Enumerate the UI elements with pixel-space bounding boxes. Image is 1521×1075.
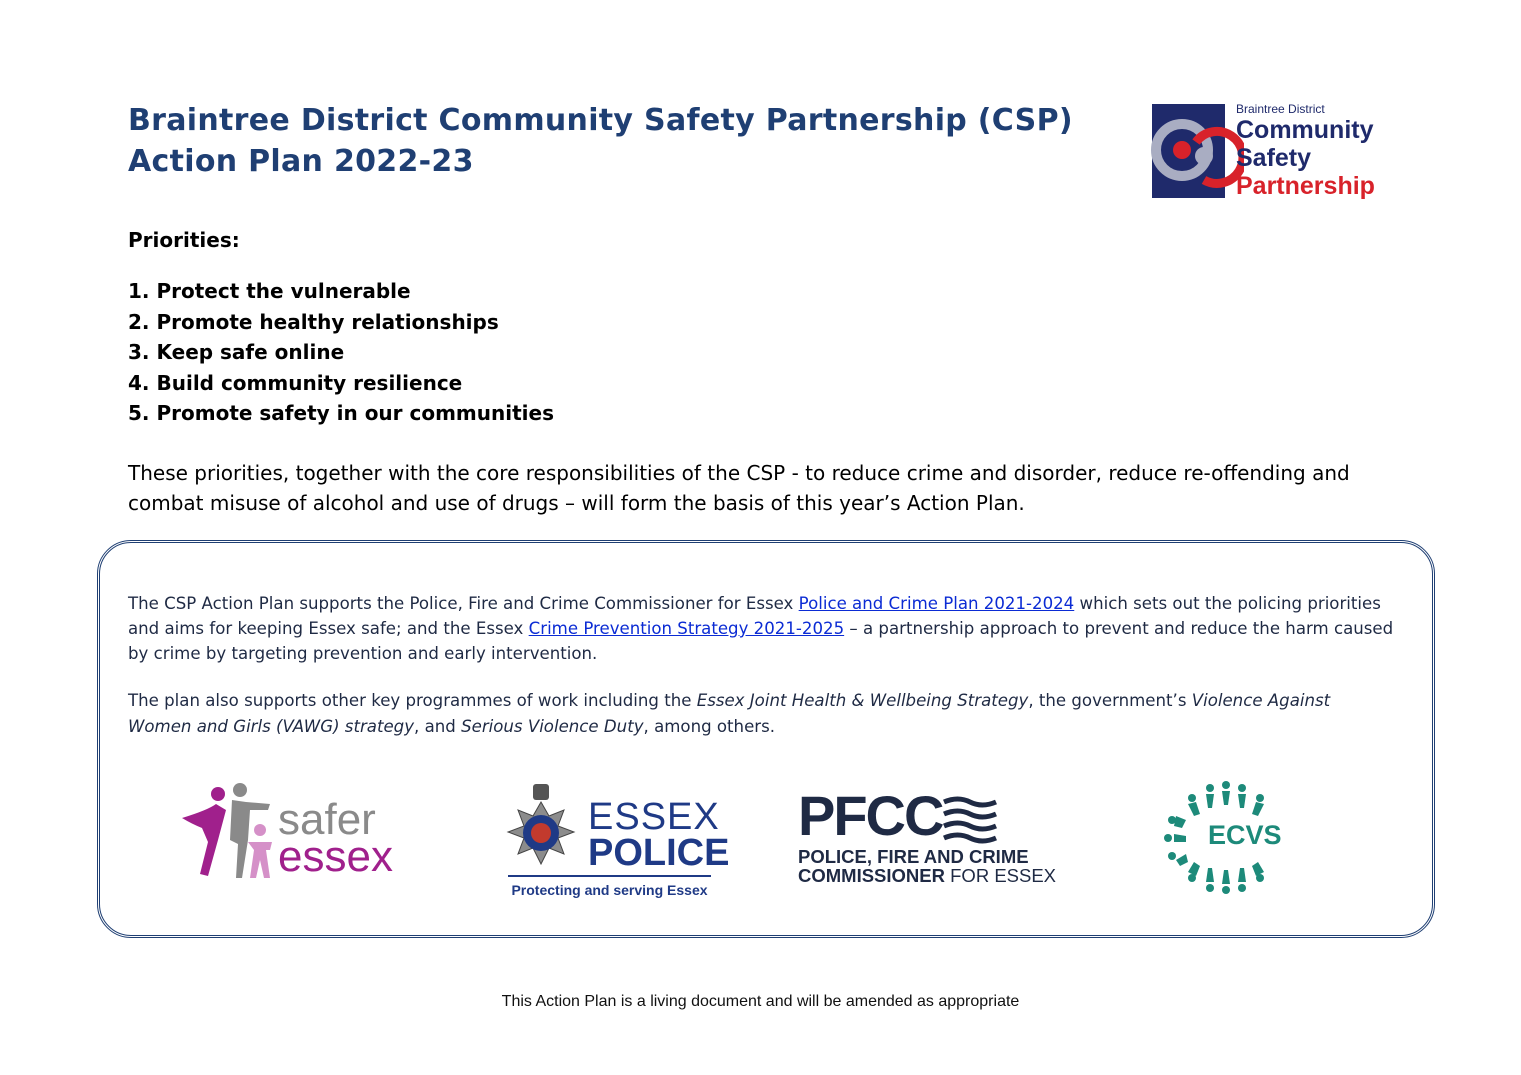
strategy-name: Serious Violence Duty xyxy=(461,717,644,736)
title-line-1: Braintree District Community Safety Partnership (CSP) xyxy=(128,103,1073,138)
box-text: The CSP Action Plan supports the Police, Fire and Crime Commissioner for Essex xyxy=(128,594,799,613)
csp-logo xyxy=(1152,102,1392,204)
priority-item: 2. Promote healthy relationships xyxy=(128,309,499,334)
priorities-heading: Priorities: xyxy=(128,228,240,252)
essex-police-line2: POLICE xyxy=(588,832,730,874)
box-text: The plan also supports other key programmes of work including the xyxy=(128,691,697,710)
csp-logo-community: Community xyxy=(1236,116,1374,144)
safer-essex-word-essex: essex xyxy=(278,832,393,881)
essex-police-tagline: Protecting and serving Essex xyxy=(511,882,708,898)
csp-logo-district: Braintree District xyxy=(1236,102,1325,116)
box-text: which sets out the policing priorities and aims for keeping Essex safe; and the Essex xyxy=(128,594,1381,638)
priority-item: 4. Build community resilience xyxy=(128,370,463,395)
safer-essex-word-safer: safer xyxy=(278,795,376,844)
csp-logo-safety: Safety xyxy=(1236,144,1312,172)
priorities-list xyxy=(128,276,554,429)
ecvs-logo xyxy=(1162,780,1292,895)
ecvs-text: ECVS xyxy=(1208,820,1282,850)
footer-note: This Action Plan is a living document and will be amended as appropriate xyxy=(501,993,1020,1010)
crime-prevention-strategy-link[interactable]: Crime Prevention Strategy 2021-2025 xyxy=(528,619,845,638)
safer-essex-logo xyxy=(178,780,413,885)
box-paragraph-1 xyxy=(128,591,1398,666)
strategy-name: Violence Against Women and Girls (VAWG) strategy xyxy=(128,691,1331,736)
page-title xyxy=(128,100,1073,182)
strategy-name: Essex Joint Health & Wellbeing Strategy xyxy=(696,691,1029,710)
pfcc-line1: POLICE, FIRE AND CRIME xyxy=(798,846,1029,867)
essex-police-tagline-bar xyxy=(508,875,711,877)
pfcc-acronym: PFCC xyxy=(798,784,943,847)
box-text: , among others. xyxy=(643,717,776,736)
essex-police-logo xyxy=(500,782,730,900)
police-star-badge-icon xyxy=(500,782,582,882)
pfcc-waves-icon xyxy=(940,794,1000,844)
pfcc-line2-bold: COMMISSIONER xyxy=(798,865,945,886)
priority-item: 3. Keep safe online xyxy=(128,340,345,364)
csp-logo-partnership: Partnership xyxy=(1236,172,1375,200)
priority-item: 5. Promote safety in our communities xyxy=(128,401,554,425)
box-text: , and xyxy=(414,717,462,736)
pfcc-line2 xyxy=(798,866,1056,886)
safer-essex-figures-icon xyxy=(178,780,288,885)
csp-logo-rings-icon xyxy=(1144,102,1244,202)
box-paragraph-2 xyxy=(128,688,1398,740)
pfcc-line2-rest: FOR ESSEX xyxy=(944,865,1057,886)
priority-item: 1. Protect the vulnerable xyxy=(128,279,411,303)
box-text: , the government’s xyxy=(1028,691,1192,710)
essex-police-line1: ESSEX xyxy=(588,796,720,838)
pfcc-logo xyxy=(798,784,1057,887)
intro-paragraph: These priorities, together with the core responsibilities of the CSP - to reduce crime and disorder, reduce re-offending and combat misuse of alcohol and use of drugs – will form the basis of this year’s Action Plan. xyxy=(128,461,1350,515)
box-text: – a partnership approach to prevent and reduce the harm caused by crime by targeting prevention and early intervention. xyxy=(128,619,1394,663)
title-line-2: Action Plan 2022-23 xyxy=(128,144,474,179)
police-crime-plan-link[interactable]: Police and Crime Plan 2021-2024 xyxy=(798,594,1075,613)
